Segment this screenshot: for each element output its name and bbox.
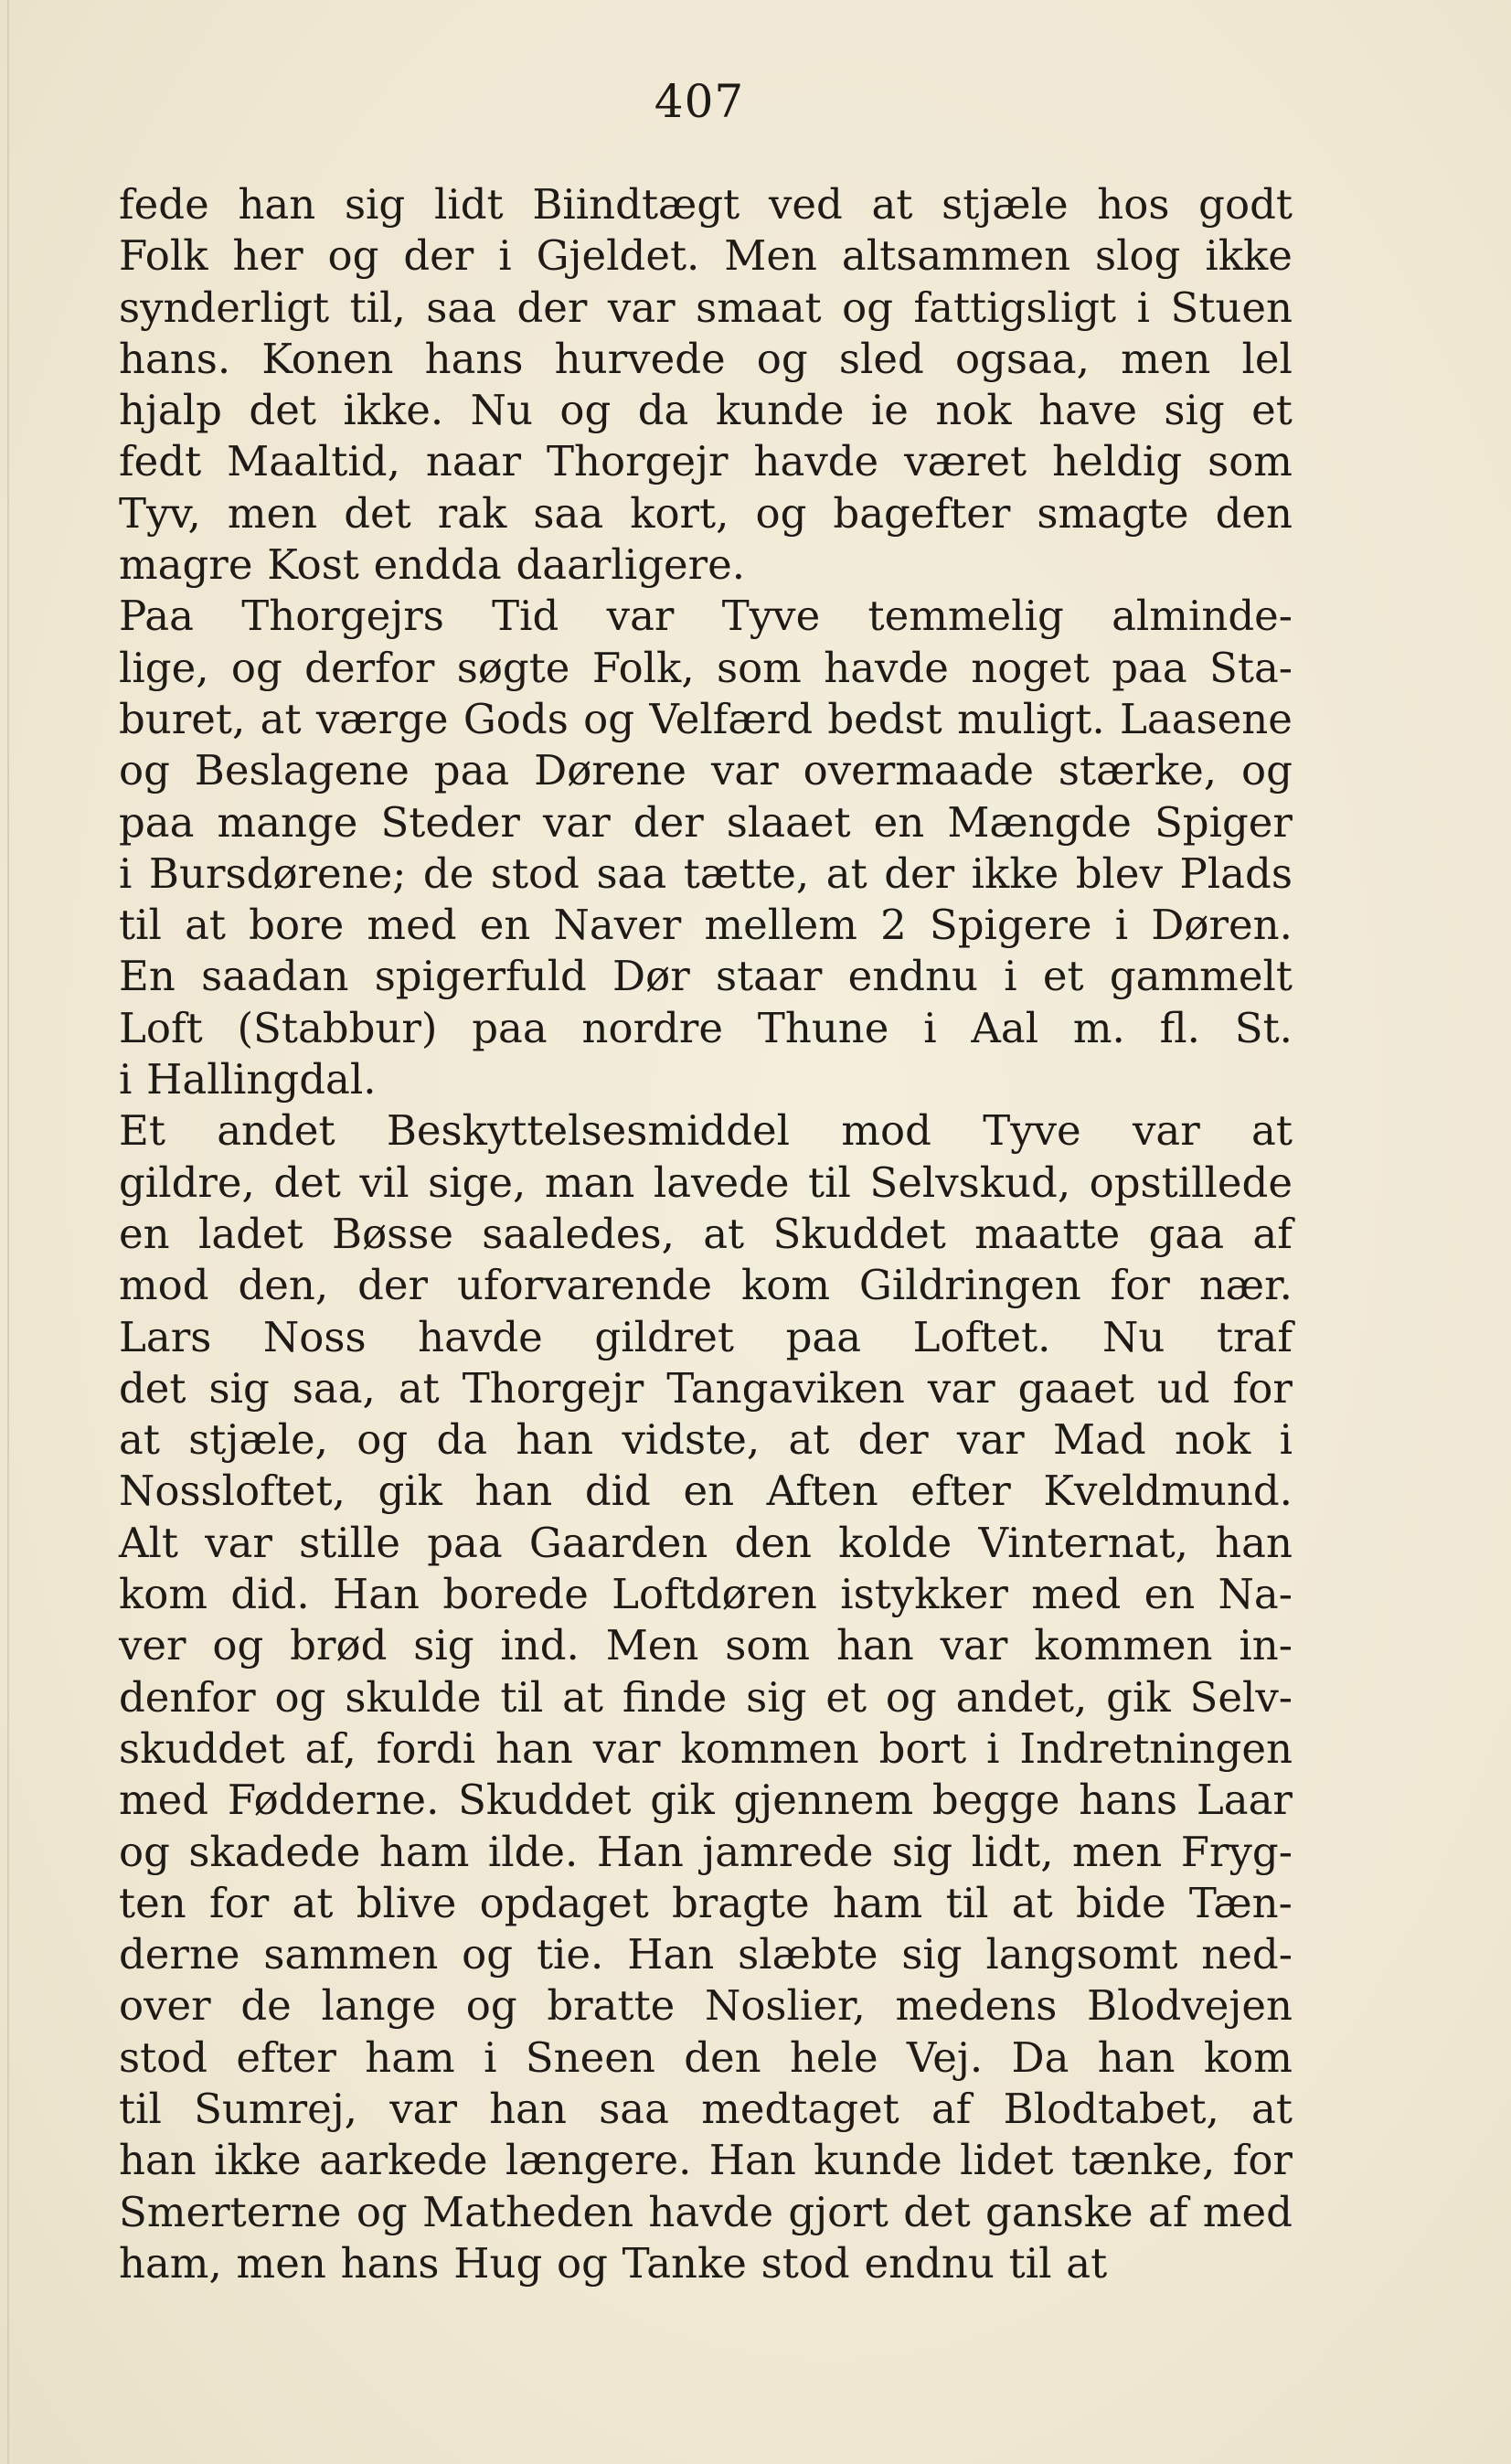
text-line: En saadan spigerfuld Dør staar endnu i et gammelt: [119, 952, 1293, 1001]
text-line: Et andet Beskyttelsesmiddel mod Tyve var at: [119, 1106, 1293, 1156]
text-line: magre Kost endda daarligere.: [119, 540, 746, 590]
text-line: Loft (Stabbur) paa nordre Thune i Aal m. fl. St.: [119, 1003, 1293, 1052]
text-line: mod den, der uforvarende kom Gildringen for nær.: [119, 1261, 1293, 1310]
text-line: til Sumrej, var han saa medtaget af Blodtabet, at: [119, 2084, 1293, 2133]
text-line: hans. Konen hans hurvede og sled ogsaa, men lel: [119, 334, 1293, 383]
text-line: ham, men hans Hug og Tanke stod endnu til at: [119, 2238, 1108, 2288]
text-line: over de lange og bratte Noslier, medens Blodvejen: [119, 1981, 1293, 2031]
text-line: buret, at værge Gods og Velfærd bedst muligt. Laasene: [119, 694, 1293, 743]
text-line: Lars Noss havde gildret paa Loftet. Nu traf: [119, 1312, 1293, 1361]
text-line: hjalp det ikke. Nu og da kunde ie nok have sig et: [119, 386, 1293, 435]
text-line: ten for at blive opdaget bragte ham til at bide Tæn-: [119, 1878, 1293, 1927]
text-line: og skadede ham ilde. Han jamrede sig lidt, men Fryg-: [119, 1827, 1293, 1876]
text-line: han ikke aarkede længere. Han kunde lidet tænke, for: [119, 2136, 1293, 2185]
text-line: i Hallingdal.: [119, 1055, 377, 1104]
page-number: 407: [654, 75, 745, 128]
text-line: en ladet Bøsse saaledes, at Skuddet maatte gaa af: [119, 1209, 1293, 1258]
text-line: stod efter ham i Sneen den hele Vej. Da han kom: [119, 2032, 1293, 2082]
text-line: lige, og derfor søgte Folk, som havde noget paa Sta-: [119, 643, 1293, 692]
text-line: Smerterne og Matheden havde gjort det ganske af med: [119, 2187, 1293, 2236]
text-line: skuddet af, fordi han var kommen bort i Indretningen: [119, 1723, 1293, 1773]
text-line: og Beslagene paa Dørene var overmaade stærke, og: [119, 746, 1293, 795]
text-line: derne sammen og tie. Han slæbte sig langsomt ned-: [119, 1930, 1293, 1979]
text-line: gildre, det vil sige, man lavede til Selvskud, opstillede: [119, 1157, 1293, 1207]
text-line: paa mange Steder var der slaaet en Mængde Spiger: [119, 797, 1293, 847]
page-gutter: [7, 0, 9, 2464]
text-line: Alt var stille paa Gaarden den kolde Vinternat, han: [119, 1518, 1293, 1567]
text-line: med Fødderne. Skuddet gik gjennem begge hans Laar: [119, 1776, 1293, 1825]
text-line: Folk her og der i Gjeldet. Men altsammen slog ikke: [119, 231, 1293, 281]
text-line: Tyv, men det rak saa kort, og bagefter smagte den: [119, 488, 1293, 538]
text-line: denfor og skulde til at finde sig et og andet, gik Selv-: [119, 1672, 1293, 1722]
text-line: kom did. Han borede Loftdøren istykker med en Na-: [119, 1570, 1293, 1619]
text-line: synderligt til, saa der var smaat og fattigsligt i Stuen: [119, 283, 1293, 332]
body-text: [119, 179, 1293, 2289]
text-line: til at bore med en Naver mellem 2 Spigere i Døren.: [119, 901, 1293, 950]
text-line: fede han sig lidt Biindtægt ved at stjæle hos godt: [119, 180, 1293, 229]
text-line: det sig saa, at Thorgejr Tangaviken var gaaet ud for: [119, 1363, 1293, 1413]
text-line: Nossloftet, gik han did en Aften efter Kveldmund.: [119, 1467, 1293, 1516]
text-line: at stjæle, og da han vidste, at der var Mad nok i: [119, 1415, 1293, 1465]
text-line: fedt Maaltid, naar Thorgejr havde været heldig som: [119, 437, 1293, 486]
text-line: ver og brød sig ind. Men som han var kommen in-: [119, 1621, 1293, 1670]
text-line: i Bursdørene; de stod saa tætte, at der ikke blev Plads: [119, 848, 1293, 898]
text-line: Paa Thorgejrs Tid var Tyve temmelig alminde-: [119, 592, 1293, 641]
